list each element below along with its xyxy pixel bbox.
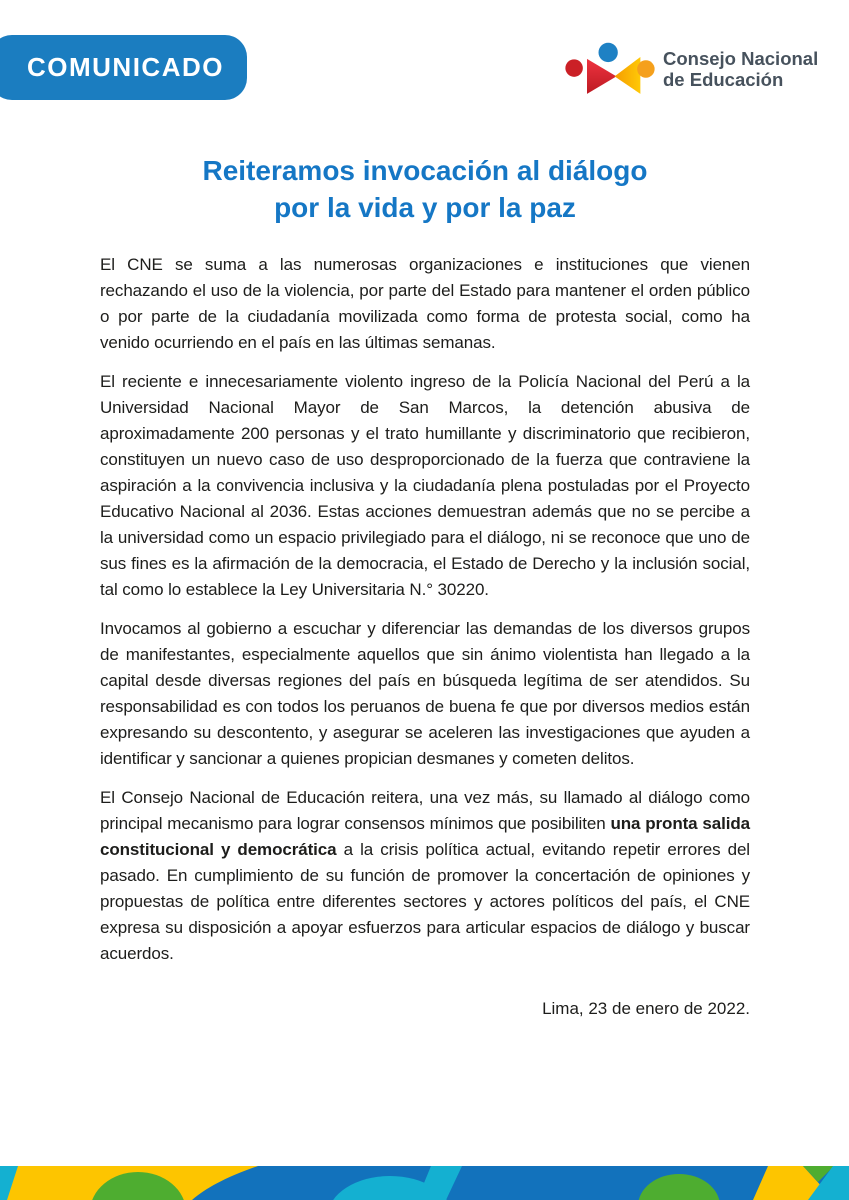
paragraph-1: El CNE se suma a las numerosas organizaciones e instituciones que vienen rechazando el uso de la violencia, por parte del Estado para mantener el orden público o por parte de la ciudadanía movilizada como forma de protesta social, como ha venido ocurriendo en el país en las últimas semanas. (100, 255, 750, 352)
footer-decoration (0, 1166, 849, 1200)
title-line1: Reiteramos invocación al diálogo (202, 155, 648, 186)
footer-art-icon (0, 1166, 849, 1200)
title-line2: por la vida y por la paz (274, 192, 576, 223)
paragraph-3: Invocamos al gobierno a escuchar y diferenciar las demandas de los diversos grupos de manifestantes, especialmente aquellos que sin ánimo violentista han llegado a la capital desde diversas regiones del país en búsqueda legítima de ser atendidos. Su responsabilidad es con todos los peruanos de buena fe que por diversos medios están expresando su descontento, y asegurar se aceleren las investigaciones que ayuden a identificar y sancionar a quienes propician desmanes y cometen delitos. (100, 619, 750, 768)
paragraph-4-after: a la crisis política actual, evitando repetir errores del pasado. En cumplimiento de su función de promover la concertación de opiniones y propuestas de política entre diferentes sectores y actores políticos del país, el CNE expresa su disposición a apoyar esfuerzos para articular espacios de diálogo y buscar acuerdos. (100, 840, 750, 963)
logo-name-line2: de Educación (663, 69, 784, 90)
paragraph-4 (100, 785, 750, 967)
paragraph-4-before: El Consejo Nacional de Educación reitera, una vez más, su llamado al diálogo como principal mecanismo para lograr consensos mínimos que posibiliten (100, 788, 750, 833)
paragraph-2: El reciente e innecesariamente violento ingreso de la Policía Nacional del Perú a la Universidad Nacional Mayor de San Marcos, la detención abusiva de aproximadamente 200 personas y el trato humillante y discriminatorio que recibieron, constituyen un nuevo caso de uso desproporcionado de la fuerza que contraviene la aspiración a la convivencia inclusiva y la ciudadanía plena postuladas por el Proyecto Educativo Nacional al 2036. Estas acciones demuestran además que no se percibe a la universidad como un espacio privilegiado para el diálogo, ni se reconoce que uno de sus fines es la afirmación de la democracia, el Estado de Derecho y la inclusión social, tal como lo establece la Ley Universitaria N.° 30220. (100, 372, 750, 599)
dateline: Lima, 23 de enero de 2022. (542, 999, 750, 1018)
logo-name-line1: Consejo Nacional (663, 47, 819, 69)
page-title (100, 152, 750, 226)
paragraph-4-bold: una pronta salida constitucional y democrática (100, 814, 750, 859)
banner-label: COMUNICADO (27, 52, 224, 82)
